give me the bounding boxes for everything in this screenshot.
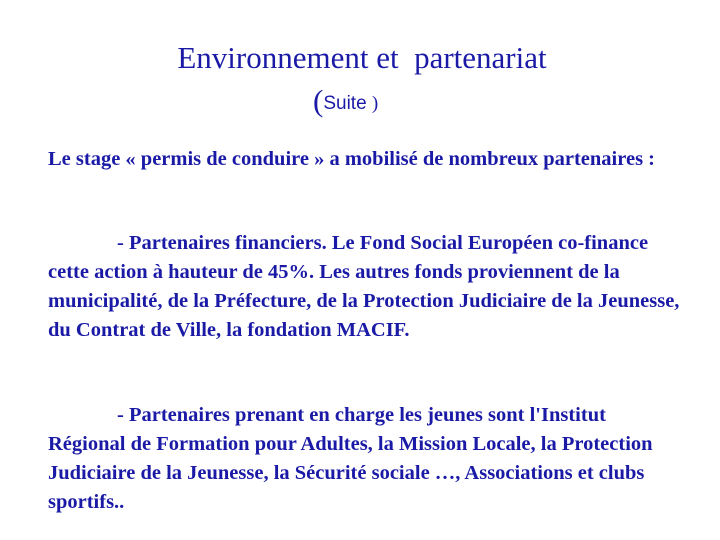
- slide-subtitle: [313, 83, 378, 122]
- subtitle-word: Suite: [323, 93, 372, 114]
- financial-partners-text: - Partenaires financiers. Le Fond Social Européen co-finance cette action à hauteur de 45%. Les autres fonds proviennent de la municipalité, de la Préfecture, de la Protection Judiciaire de la Jeunesse, du Contrat de Ville, la fondation MACIF.: [48, 232, 680, 341]
- subtitle-close-paren: ): [371, 93, 379, 114]
- slide-title: Environnement et partenariat: [177, 40, 547, 75]
- support-partners-paragraph: [48, 401, 688, 517]
- financial-partners-paragraph: [48, 229, 688, 345]
- support-partners-text: - Partenaires prenant en charge les jeunes sont l'Institut Régional de Formation pour Adultes, la Mission Locale, la Protection Judiciaire de la Jeunesse, la Sécurité sociale …, Associations et clubs sportifs..: [48, 404, 653, 513]
- subtitle-open-paren: (: [313, 83, 324, 118]
- intro-paragraph: Le stage « permis de conduire » a mobilisé de nombreux partenaires :: [48, 148, 656, 170]
